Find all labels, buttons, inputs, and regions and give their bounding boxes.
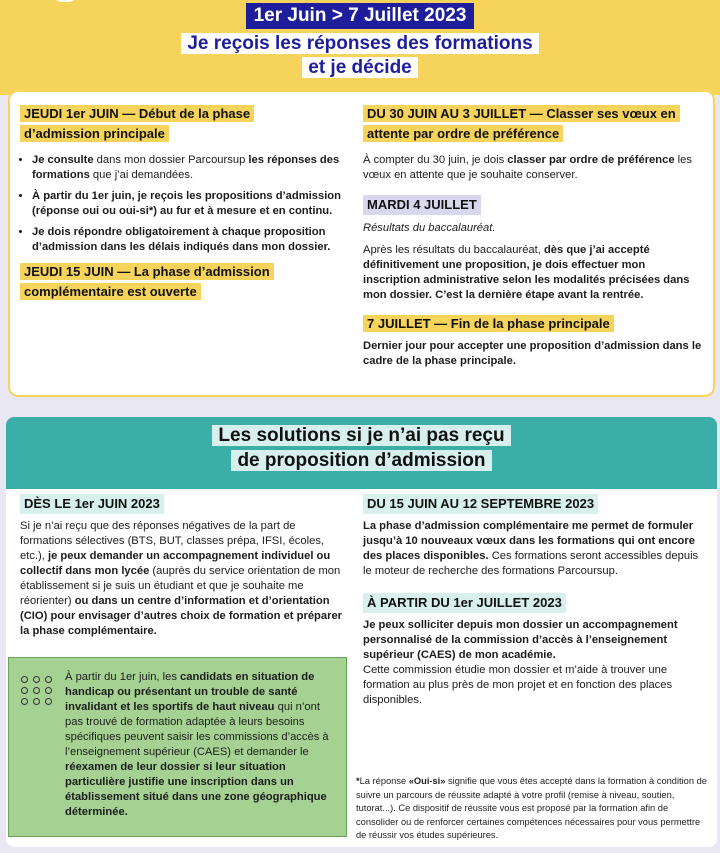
date-range-banner xyxy=(0,3,720,29)
june15-heading: JEUDI 15 JUIN — La phase d’admission complémentaire est ouverte xyxy=(20,263,274,300)
from-july1-text-b: Cette commission étudie mon dossier et m’aide à trouver une formation au plus près de mon projet et en fonction des places disponibles. xyxy=(363,664,673,706)
july7-text: Dernier jour pour accepter une proposition d’admission dans le cadre de la phase principale. xyxy=(363,340,702,367)
footnote: *La réponse «Oui-si» signifie que vous êtes accepté dans la formation à condition de suivre un parcours de réussite adapté à votre profil (remise à niveau, soutien, tutorat...). Ce dispositif de réussite vous est proposé par la formation afin de consolider ou de renforcer certaines compétences nécessaires pour vous permettre de réussir vos études supérieures. xyxy=(356,776,707,840)
date-range-label: 1er Juin > 7 Juillet 2023 xyxy=(246,3,475,29)
june30-heading: DU 30 JUIN AU 3 JUILLET — Classer ses vœux en attente par ordre de préférence xyxy=(363,105,680,142)
from-july1-text-a: Je peux solliciter depuis mon dossier un accompagnement personnalisé de la commission d’accès à l’enseignement supérieur (CAES) de mon académie. xyxy=(363,619,678,661)
july4-text: Après les résultats du baccalauréat, dès que j’ai accepté définitivement une proposition, je dois effectuer mon inscription administrative selon les modalités précisées dans mon dossier. C’est la dernière étape avant la rentrée. xyxy=(363,244,690,301)
solutions-title-line2: de proposition d’admission xyxy=(231,450,491,471)
july7-heading: 7 JUILLET — Fin de la phase principale xyxy=(363,315,614,332)
from-june1-text: Si je n’ai reçu que des réponses négatives de la part de formations sélectives (BTS, BUT, classes prépa, IFSI, écoles, etc.), je peux demander un accompagnement individuel ou collectif dans mon lycée (auprès du service orientation de mon établissement si je suis un étudiant et que je souhaite me réorienter) ou dans un centre d’information et d’orientation (CIO) pour envisager d’autres choix de formation et préparer la phase complémentaire. xyxy=(20,520,343,637)
list-item: • À partir du 1er juin, je reçois les propositions d’admission (réponse oui ou oui-si*) au fur et à mesure et en continu. xyxy=(32,189,345,219)
page-title xyxy=(0,32,720,80)
accessibility-dots-icon xyxy=(21,676,57,716)
june15-sept12-heading: DU 15 JUIN AU 12 SEPTEMBRE 2023 xyxy=(363,494,598,514)
june30-text: À compter du 30 juin, je dois classer par ordre de préférence les vœux en attente que je souhaite conserver. xyxy=(363,154,692,181)
handicap-box xyxy=(8,657,347,837)
page-title-line2: et je décide xyxy=(302,57,418,78)
left-column-phase xyxy=(20,105,345,303)
june1-heading: JEUDI 1er JUIN — Début de la phase d’admission principale xyxy=(20,105,254,142)
from-july1-heading: À PARTIR DU 1er JUILLET 2023 xyxy=(363,593,566,613)
solutions-title-line1: Les solutions si je n’ai pas reçu xyxy=(212,425,510,446)
page-title-line1: Je reçois les réponses des formations xyxy=(181,33,538,54)
handicap-text: À partir du 1er juin, les candidats en situation de handicap ou présentant un trouble de santé invalidant et les sportifs de haut niveau qui n’ont pas trouvé de formation adaptée à leurs besoins spécifiques peuvent saisir les commissions d’accès à l’enseignement supérieur (CAES) et demander le réexamen de leur dossier si leur situation particulière justifie une inscription dans un établissement situé dans une zone géographique déterminée. xyxy=(65,671,329,818)
july4-italic: Résultats du baccalauréat. xyxy=(363,222,496,234)
right-column-phase xyxy=(363,105,703,369)
from-june1-heading: DÈS LE 1er JUIN 2023 xyxy=(20,494,164,514)
left-column-solutions xyxy=(20,494,350,639)
list-item: • Je dois répondre obligatoirement à chaque proposition d’admission dans les délais indiqués dans mon dossier. xyxy=(32,225,345,255)
solutions-title xyxy=(6,423,717,473)
july4-heading: MARDI 4 JUILLET xyxy=(363,195,481,215)
right-column-solutions xyxy=(363,494,703,708)
list-item: • Je consulte dans mon dossier Parcoursup les réponses des formations que j’ai demandées. xyxy=(32,153,345,183)
june1-bullets xyxy=(20,153,345,255)
june15-sept12-text: La phase d’admission complémentaire me permet de formuler jusqu’à 10 nouveaux vœux dans les formations qui ont encore des places disponibles. Ces formations seront accessibles depuis le moteur de recherche des formations Parcoursup. xyxy=(363,520,699,577)
decorative-shape xyxy=(52,0,78,2)
